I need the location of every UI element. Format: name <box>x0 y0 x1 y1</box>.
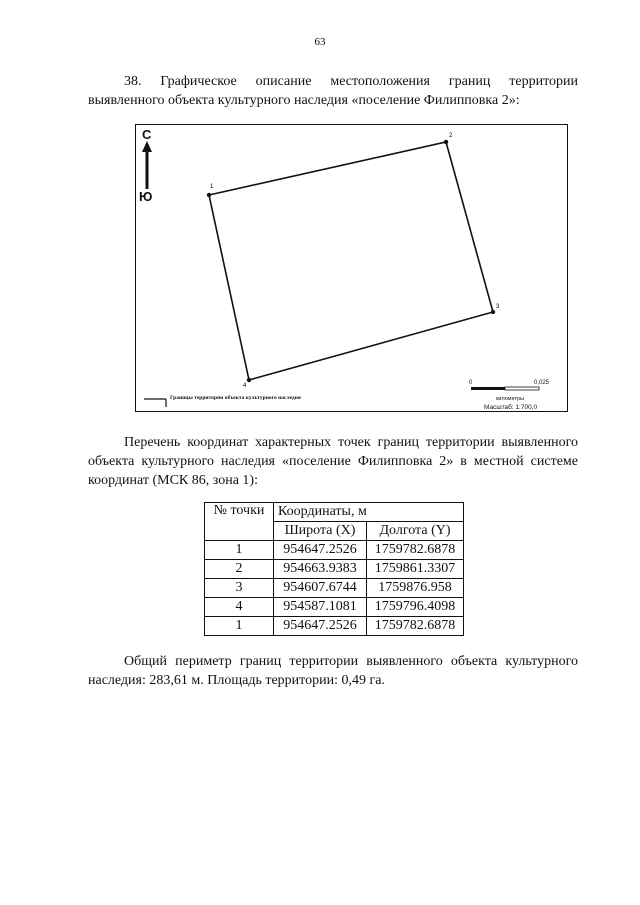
point-label-4: 4 <box>243 383 247 389</box>
scale-zero-label: 0 <box>469 380 473 386</box>
cell-point: 2 <box>205 560 274 579</box>
scale-bar-dark <box>471 387 505 390</box>
cell-longitude: 1759796.4098 <box>367 598 464 617</box>
page-number: 63 <box>314 36 326 48</box>
legend-label: Границы территории объекта культурного наследия <box>170 395 301 401</box>
cell-point: 4 <box>205 598 274 617</box>
section-number: 38. <box>124 74 142 89</box>
boundary-point-2 <box>444 140 448 144</box>
perimeter-area-summary <box>88 652 578 690</box>
scale-unit-label: километры <box>496 396 524 402</box>
territory-boundary <box>209 142 493 380</box>
table-row <box>205 541 464 560</box>
header-longitude: Долгота (Y) <box>367 522 464 541</box>
cell-longitude: 1759782.6878 <box>367 617 464 636</box>
coordinate-list-intro-text: Перечень координат характерных точек границ территории выявленного объекта культурного наследия «поселение Филипповка 2» в местной системе координат (МСК 86, зона 1): <box>88 435 578 488</box>
scale-max-label: 0,025 <box>534 380 550 386</box>
boundary-map <box>135 124 568 412</box>
scale-ratio-label: Масштаб: 1:700,0 <box>484 404 538 411</box>
cell-point: 1 <box>205 541 274 560</box>
header-coordinates: Координаты, м <box>274 503 464 522</box>
header-point-number: № точки <box>205 503 274 541</box>
section-heading-text: Графическое описание местоположения границ территории выявленного объекта культурного наследия «поселение Филипповка 2»: <box>88 74 578 108</box>
summary-text: Общий периметр границ территории выявленного объекта культурного наследия: 283,61 м. Площадь территории: 0,49 га. <box>88 654 578 688</box>
coordinates-table <box>204 502 464 636</box>
cell-latitude: 954607.6744 <box>274 579 367 598</box>
cell-point: 3 <box>205 579 274 598</box>
cell-point: 1 <box>205 617 274 636</box>
table-row <box>205 617 464 636</box>
point-label-1: 1 <box>210 184 214 190</box>
cell-longitude: 1759861.3307 <box>367 560 464 579</box>
cell-latitude: 954647.2526 <box>274 617 367 636</box>
north-arrow-head-icon <box>142 141 152 152</box>
table-row <box>205 579 464 598</box>
cell-longitude: 1759782.6878 <box>367 541 464 560</box>
header-latitude: Широта (X) <box>274 522 367 541</box>
table-row <box>205 598 464 617</box>
boundary-point-3 <box>491 310 495 314</box>
table-header-row <box>205 503 464 522</box>
south-label: Ю <box>139 189 153 204</box>
boundary-map-drawing <box>136 125 569 413</box>
cell-latitude: 954647.2526 <box>274 541 367 560</box>
boundary-point-1 <box>207 193 211 197</box>
cell-longitude: 1759876.958 <box>367 579 464 598</box>
scale-bar-light <box>505 387 539 390</box>
boundary-point-4 <box>247 378 251 382</box>
north-label: С <box>142 127 152 142</box>
point-label-2: 2 <box>449 133 453 139</box>
section-heading <box>88 72 578 110</box>
table-row <box>205 560 464 579</box>
cell-latitude: 954663.9383 <box>274 560 367 579</box>
cell-latitude: 954587.1081 <box>274 598 367 617</box>
coordinate-list-intro <box>88 433 578 490</box>
point-label-3: 3 <box>496 304 500 310</box>
